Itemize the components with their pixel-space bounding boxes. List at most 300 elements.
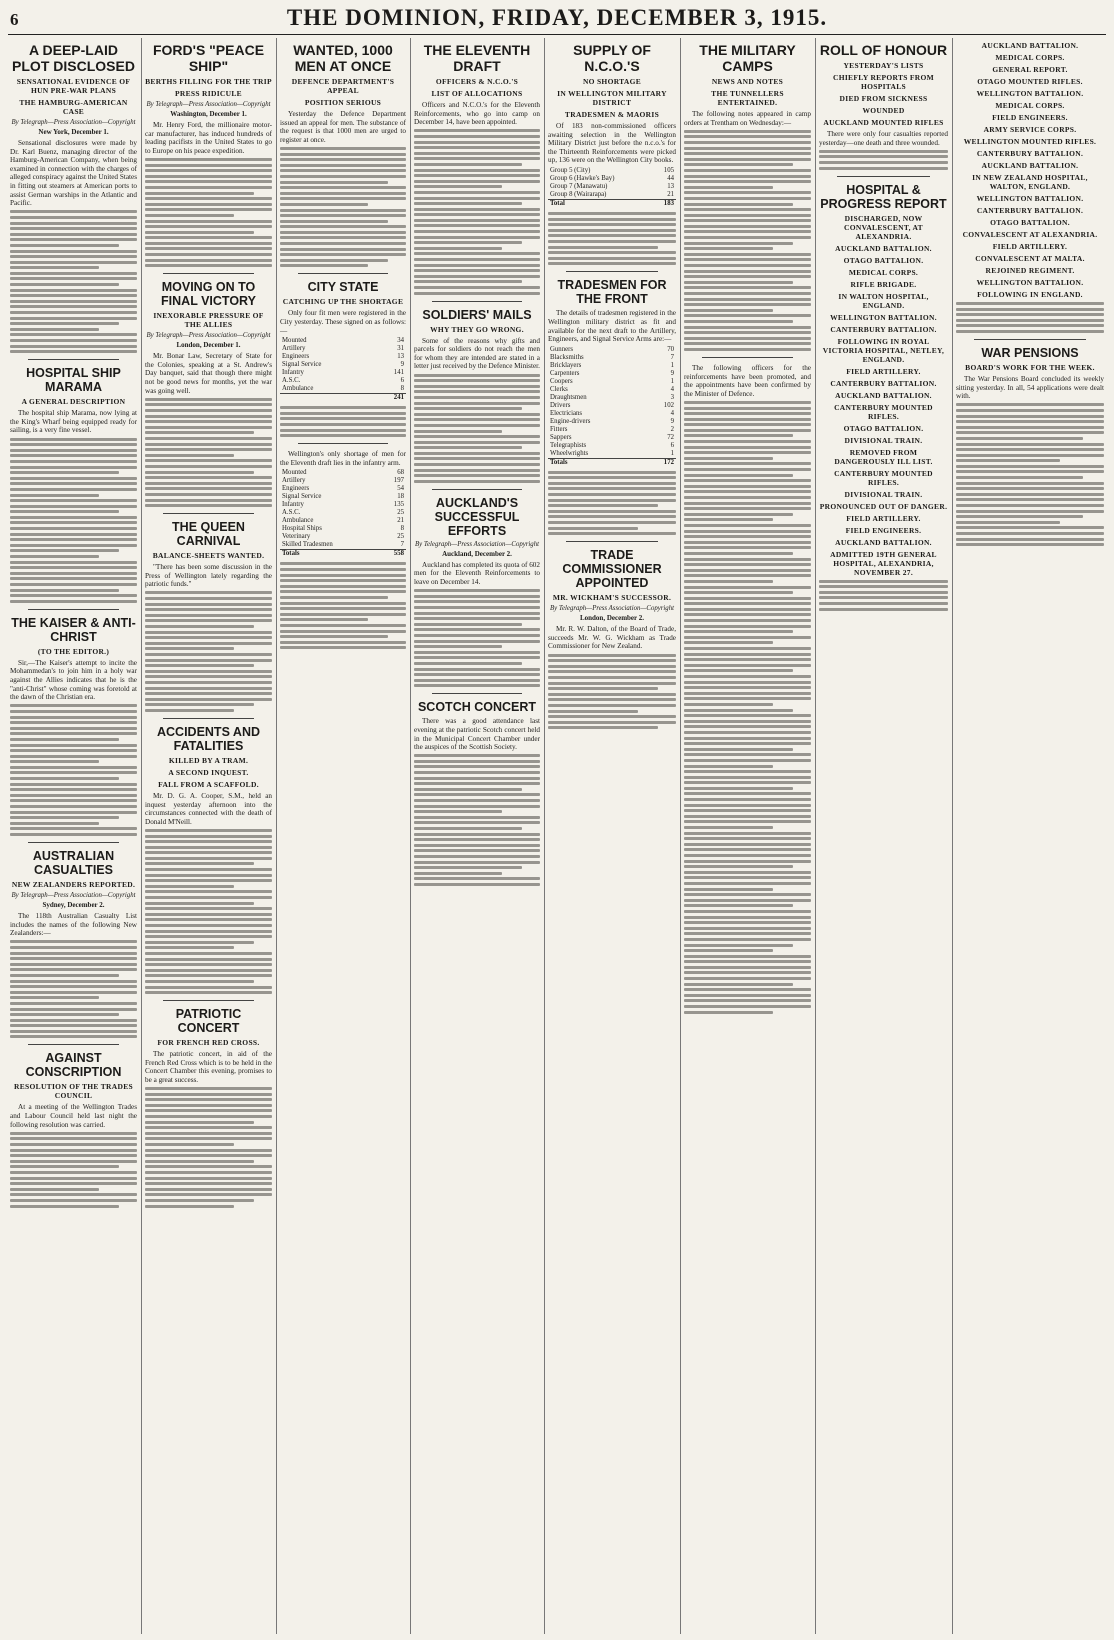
article-paragraph: Yesterday the Defence Department issued an appeal for men. The substance of the request is that 1000 men are urged to register at once. (280, 110, 406, 144)
text-line (684, 524, 811, 527)
table-cell-label: Group 6 (Hawke's Bay) (550, 174, 615, 182)
text-line (145, 1132, 272, 1135)
text-line (10, 505, 137, 508)
text-line (684, 798, 811, 801)
text-line (414, 374, 540, 377)
article-subhead: CHIEFLY REPORTS FROM HOSPITALS (832, 73, 935, 91)
text-line (684, 865, 793, 868)
text-line (684, 681, 811, 684)
text-line (684, 613, 811, 616)
text-line (145, 647, 234, 650)
table-cell-value: 2 (670, 425, 674, 433)
text-line (414, 827, 522, 830)
text-line (548, 527, 638, 530)
text-line (10, 794, 137, 797)
table-total-cell: 241 (375, 394, 406, 403)
table-row (548, 426, 676, 434)
article-subhead: AUCKLAND BATTALION. (835, 537, 932, 547)
table-cell-label: Infantry (282, 501, 304, 509)
article-dateline: Auckland, December 2. (442, 549, 512, 558)
text-line (684, 152, 811, 155)
article-paragraph: The following notes appeared in camp orders at Trentham on Wednesday:— (684, 110, 811, 127)
table-row (548, 418, 676, 426)
article-subhead: AUCKLAND BATTALION. (981, 41, 1079, 50)
text-line (548, 251, 676, 254)
text-line (684, 230, 811, 233)
text-line (145, 1087, 272, 1090)
text-line (684, 479, 811, 482)
text-line (145, 1149, 272, 1152)
text-line (684, 725, 811, 728)
text-line (10, 577, 137, 580)
text-line (10, 233, 137, 236)
text-line (10, 1035, 137, 1038)
article (548, 548, 676, 729)
article-paragraph: Only four fit men were registered in the City yesterday. These signed on as follows:— (280, 309, 406, 335)
text-line (414, 379, 540, 382)
text-line (684, 753, 811, 756)
text-line (684, 485, 811, 488)
text-line (145, 448, 272, 451)
article-body-text (145, 1087, 272, 1207)
text-line (145, 242, 272, 245)
text-line (684, 630, 793, 633)
text-line (956, 415, 1104, 418)
table-cell-value: 102 (663, 401, 674, 409)
text-line (10, 272, 137, 275)
article (956, 41, 1104, 333)
article-paragraph: Sensational disclosures were made by Dr. Karl Buenz, managing director of the Hamburg-American Company, when being examined in connection with the charges of alleged conspiracy against the United States in fitting out steamers at American ports to assist German warships in the Atlantic and Pacific. (10, 139, 137, 208)
text-line (145, 504, 272, 507)
text-line (145, 868, 272, 871)
text-line (548, 229, 676, 232)
text-line (684, 258, 811, 261)
text-line (10, 222, 137, 225)
text-line (10, 460, 137, 463)
text-line (684, 219, 811, 222)
text-line (684, 597, 811, 600)
article-subhead: WOUNDED (862, 106, 905, 115)
article-subhead: CANTERBURY BATTALION. (976, 149, 1084, 158)
text-line (10, 1171, 137, 1174)
text-line (684, 703, 773, 706)
text-line (956, 465, 1104, 468)
text-line (10, 549, 119, 552)
text-line (548, 676, 676, 679)
table-cell-value: 21 (667, 190, 674, 198)
text-line (10, 600, 137, 603)
table-row (548, 191, 676, 200)
article-body-text (280, 562, 406, 649)
text-line (548, 665, 676, 668)
table-cell-value: 3 (670, 393, 674, 401)
text-line (414, 844, 540, 847)
article-subhead: DIVISIONAL TRAIN. (844, 435, 923, 445)
text-line (684, 748, 793, 751)
article-headline: PATRIOTIC CONCERT (175, 1007, 242, 1036)
table-cell-value: 31 (397, 345, 404, 353)
text-line (145, 236, 272, 239)
text-line (10, 1132, 137, 1135)
text-line (10, 328, 99, 331)
article-paragraph: "There has been some discussion in the Press of Wellington lately regarding the patriotic funds." (145, 563, 272, 589)
article-subhead: CONVALESCENT AT MALTA. (975, 254, 1085, 263)
text-line (10, 1154, 137, 1157)
text-line (10, 940, 137, 943)
text-line (145, 614, 272, 617)
text-line (414, 782, 540, 785)
masthead (0, 4, 1114, 34)
text-line (145, 231, 254, 234)
text-line (10, 811, 137, 814)
article-table (548, 346, 676, 467)
article (280, 42, 406, 267)
article-headline: AUSTRALIAN CASUALTIES (32, 849, 115, 877)
article-subhead: YESTERDAY'S LISTS (843, 61, 924, 70)
text-line (145, 902, 254, 905)
text-line (280, 641, 406, 644)
article-subhead: FOR FRENCH RED CROSS. (157, 1038, 260, 1048)
text-line (414, 656, 540, 659)
text-line (414, 810, 502, 813)
article-paragraph: Wellington's only shortage of men for the Eleventh draft lies in the infantry arm. (280, 450, 406, 467)
text-line (548, 504, 658, 507)
text-line (414, 157, 540, 160)
table-cell-label: A.S.C. (282, 509, 301, 517)
article-body-text (10, 704, 137, 836)
text-line (684, 983, 793, 986)
text-line (145, 636, 272, 639)
article-headline: ACCIDENTS AND FATALITIES (156, 724, 260, 753)
text-line (145, 930, 272, 933)
table-row (280, 377, 406, 385)
table-cell-value: 44 (667, 174, 674, 182)
table-total-cell: 183 (654, 199, 676, 208)
text-line (145, 1126, 272, 1129)
text-line (145, 946, 234, 949)
table-row (280, 525, 406, 533)
table-cell-label: Group 5 (City) (550, 166, 591, 174)
article-dateline: London, December 2. (579, 614, 645, 623)
text-line (10, 1030, 137, 1033)
table-cell-label: Telegraphists (550, 441, 587, 449)
article-body-text (280, 147, 406, 267)
table-cell-value: 9 (670, 417, 674, 425)
table-cell-label: A.S.C. (282, 377, 301, 385)
table-cell-value: 197 (393, 477, 404, 485)
table-cell-value: 141 (393, 369, 404, 377)
text-line (414, 135, 540, 138)
article-headline: AUCKLAND'S SUCCESSFUL EFFORTS (434, 495, 520, 538)
article-subhead: FIELD ARTILLERY. (846, 513, 921, 523)
text-line (10, 300, 137, 303)
text-line (10, 210, 137, 213)
text-line (956, 532, 1104, 535)
text-line (684, 552, 793, 555)
table-cell-label: Artillery (282, 345, 306, 353)
text-line (414, 224, 540, 227)
table-cell-value: 1 (670, 449, 674, 457)
text-line (684, 977, 811, 980)
column-6 (680, 38, 815, 1634)
article (548, 278, 676, 535)
article-subhead: RIFLE BRIGADE. (850, 279, 917, 289)
text-line (145, 259, 272, 262)
text-line (145, 862, 254, 865)
text-line (145, 958, 272, 961)
text-line (10, 963, 137, 966)
text-line (145, 642, 272, 645)
text-line (10, 1188, 99, 1191)
text-line (10, 996, 99, 999)
table-cell-label: Fitters (550, 425, 568, 433)
text-line (414, 146, 540, 149)
text-line (280, 248, 406, 251)
article-body-text (414, 589, 540, 687)
text-line (684, 664, 811, 667)
text-line (414, 600, 540, 603)
article-headline: FORD'S "PEACE SHIP" (152, 42, 265, 74)
article-separator (566, 541, 658, 542)
text-line (145, 703, 254, 706)
article-paragraph: Of 183 non-commissioned officers awaiting selection in the Wellington Military District just before the n.c.o.'s for the Thirteenth Reinforcements were picked up, 136 were on the Wellington City books. (548, 122, 676, 165)
text-line (684, 921, 811, 924)
article-separator (163, 718, 254, 719)
text-line (145, 879, 272, 882)
table-cell-label: Draughtsmen (550, 393, 587, 401)
text-line (684, 401, 811, 404)
text-line (10, 991, 137, 994)
text-line (414, 185, 502, 188)
text-line (145, 829, 272, 832)
text-line (145, 1160, 254, 1163)
text-line (684, 960, 811, 963)
article-headline: HOSPITAL SHIP MARAMA (26, 366, 121, 395)
article-headline: TRADE COMMISSIONER APPOINTED (562, 548, 662, 591)
article-table (280, 337, 406, 402)
table-row (280, 493, 406, 501)
text-line (414, 390, 540, 393)
article-paragraph: Sir,—The Kaiser's attempt to incite the Mohammedan's to join him in a holy war against the Allies indicates that he is the "anti-Christ" whose coming was foretold at the dawn of the Christian era. (10, 658, 137, 702)
article-subhead: NEW ZEALANDERS REPORTED. (11, 880, 136, 889)
text-line (280, 164, 406, 167)
text-line (280, 562, 406, 565)
text-line (145, 986, 272, 989)
article-headline: SCOTCH CONCERT (417, 700, 537, 715)
text-line (145, 1143, 234, 1146)
text-line (145, 1188, 272, 1191)
text-line (145, 253, 272, 256)
text-line (145, 197, 272, 200)
article-subhead: (TO THE EDITOR.) (37, 646, 110, 656)
text-line (145, 840, 272, 843)
table-cell-label: Infantry (282, 369, 304, 377)
text-line (10, 957, 137, 960)
table-row (548, 394, 676, 402)
text-line (956, 330, 1104, 333)
text-line (684, 586, 811, 589)
table-row (280, 469, 406, 477)
article-subhead: TRADESMEN & MAORIS (564, 110, 660, 119)
text-line (10, 494, 99, 497)
text-line (684, 608, 811, 611)
text-line (145, 874, 272, 877)
article-subhead: MEDICAL CORPS. (995, 101, 1065, 110)
article-separator (974, 339, 1086, 340)
text-line (684, 720, 811, 723)
text-line (10, 317, 137, 320)
article-subhead: WELLINGTON BATTALION. (976, 89, 1084, 98)
article-paragraph: Mr. R. W. Dalton, of the Board of Trade, succeeds Mr. W. G. Wickham as Trade Commissioner for New Zealand. (548, 625, 676, 651)
article-headline: THE ELEVENTH DRAFT (423, 42, 531, 74)
text-line (280, 236, 406, 239)
text-line (145, 935, 272, 938)
text-line (956, 324, 1104, 327)
text-line (280, 423, 406, 426)
table-row (280, 353, 406, 361)
table-cell-value: 4 (670, 385, 674, 393)
table-row (280, 337, 406, 345)
text-line (684, 264, 811, 267)
article-subhead: BERTHS FILLING FOR THE TRIP (145, 77, 272, 86)
text-line (145, 1193, 272, 1196)
text-line (684, 141, 811, 144)
text-line (684, 697, 811, 700)
text-line (145, 403, 272, 406)
text-line (414, 280, 522, 283)
text-line (10, 777, 119, 780)
press-byline: By Telegraph—Press Association—Copyright (11, 892, 136, 899)
text-line (10, 952, 137, 955)
text-line (10, 805, 137, 808)
article-paragraph: Officers and N.C.O.'s for the Eleventh Reinforcements, who go into camp on December 14, have been appointed. (414, 101, 540, 127)
text-line (414, 866, 522, 869)
article-subhead: OTAGO BATTALION. (843, 423, 924, 433)
text-line (280, 197, 406, 200)
text-line (414, 480, 540, 483)
text-line (145, 896, 272, 899)
text-line (956, 302, 1104, 305)
article-subhead: BOARD'S WORK FOR THE WEEK. (965, 362, 1095, 372)
text-line (684, 457, 773, 460)
text-line (684, 832, 811, 835)
article-separator (28, 359, 119, 360)
text-line (280, 253, 406, 256)
text-line (145, 487, 272, 490)
article (684, 364, 811, 1014)
text-line (414, 180, 540, 183)
article-subhead: OTAGO BATTALION. (990, 218, 1070, 227)
text-line (414, 463, 540, 466)
text-line (684, 815, 811, 818)
table-cell-value: 70 (667, 345, 674, 353)
text-line (684, 158, 811, 161)
table-total-row (548, 199, 676, 208)
table-row (280, 501, 406, 509)
text-line (684, 692, 811, 695)
text-line (10, 339, 137, 342)
text-line (414, 241, 522, 244)
text-line (684, 474, 793, 477)
table-cell-value: 72 (667, 433, 674, 441)
table-row (548, 346, 676, 354)
text-line (145, 409, 272, 412)
text-line (414, 269, 540, 272)
text-line (956, 454, 1104, 457)
text-line (548, 262, 676, 265)
table-row (548, 175, 676, 183)
text-line (684, 337, 811, 340)
table-cell-value: 25 (397, 509, 404, 517)
article-subhead: CANTERBURY BATTALION. (830, 324, 937, 334)
text-line (684, 971, 811, 974)
article-body-text (145, 829, 272, 994)
text-line (10, 510, 119, 513)
article-subhead: FOLLOWING IN ENGLAND. (977, 290, 1083, 299)
text-line (548, 493, 676, 496)
table-cell-value: 13 (667, 182, 674, 190)
article-subhead: INEXORABLE PRESSURE OF THE ALLIES (153, 311, 264, 330)
text-line (145, 454, 234, 457)
text-line (10, 333, 137, 336)
text-line (548, 499, 676, 502)
article-subhead: SENSATIONAL EVIDENCE OF HUN PRE-WAR PLANS (16, 77, 131, 95)
text-line (145, 426, 272, 429)
press-byline: By Telegraph—Press Association—Copyright (146, 101, 271, 108)
text-line (280, 596, 388, 599)
text-line (684, 882, 811, 885)
text-line (280, 225, 406, 228)
article (684, 42, 811, 351)
article-separator (432, 301, 522, 302)
text-line (414, 457, 540, 460)
text-line (684, 871, 811, 874)
table-cell-label: Wheelwrights (550, 449, 589, 457)
article-subhead: A GENERAL DESCRIPTION (21, 397, 126, 407)
text-line (684, 429, 811, 432)
article-paragraph: Some of the reasons why gifts and parcels for soldiers do not reach the men for whom they are intended are stated in a letter just received by the Defence Minister. (414, 336, 540, 371)
text-line (684, 563, 811, 566)
text-line (414, 402, 540, 405)
text-line (280, 434, 406, 437)
text-line (956, 313, 1104, 316)
text-line (145, 851, 272, 854)
article-body-text (10, 438, 137, 603)
article (548, 42, 676, 265)
text-line (145, 443, 272, 446)
text-line (145, 459, 272, 462)
text-line (10, 216, 137, 219)
article-headline: TRADESMEN FOR THE FRONT (557, 278, 667, 307)
article (819, 42, 948, 170)
table-row (280, 345, 406, 353)
text-line (414, 191, 540, 194)
article (10, 849, 137, 1038)
article-separator (28, 609, 119, 610)
text-line (145, 415, 272, 418)
text-line (684, 490, 811, 493)
table-row (280, 361, 406, 369)
text-line (10, 946, 137, 949)
text-line (10, 704, 137, 707)
text-line (280, 259, 388, 262)
text-line (414, 754, 540, 757)
text-line (10, 1205, 119, 1208)
text-line (956, 538, 1104, 541)
article-headline: MOVING ON TO FINAL VICTORY (161, 280, 256, 309)
text-line (10, 760, 99, 763)
article-subhead: AUCKLAND BATTALION. (835, 243, 932, 253)
